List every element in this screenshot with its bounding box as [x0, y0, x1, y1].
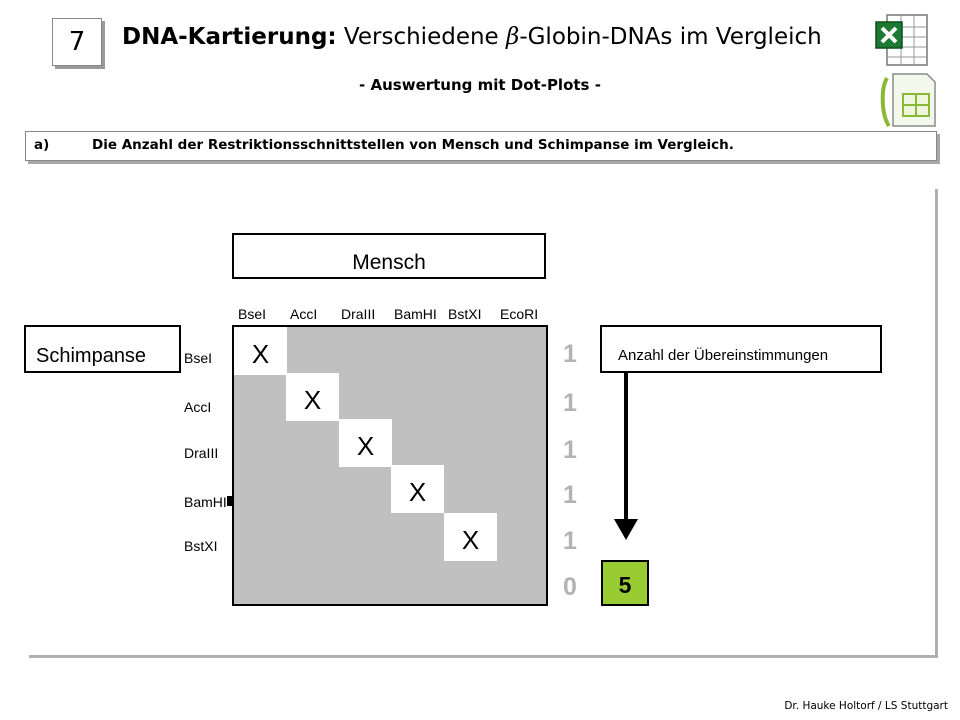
arrow-line	[624, 373, 628, 521]
footer-credit: Dr. Hauke Holtorf / LS Stuttgart	[784, 700, 948, 712]
excel-icon[interactable]	[873, 12, 933, 70]
row-count: 0	[563, 573, 577, 601]
row-label: BamHI	[184, 494, 227, 510]
match-count-label: Anzahl der Übereinstimmungen	[618, 347, 829, 364]
arrow-down-icon	[614, 519, 638, 540]
match-cell	[286, 373, 339, 421]
row-count: 1	[563, 527, 577, 555]
column-label: AccI	[290, 306, 318, 322]
page-title	[122, 24, 822, 50]
row-count: 1	[563, 340, 577, 368]
spreadsheet-icon[interactable]	[877, 68, 939, 130]
match-mark: X	[408, 477, 427, 507]
match-cell	[391, 465, 444, 513]
page-subtitle: - Auswertung mit Dot-Plots -	[359, 76, 601, 94]
match-cell	[339, 419, 392, 467]
row-header-box	[24, 325, 181, 373]
column-label: EcoRI	[500, 306, 539, 322]
match-cell	[444, 513, 497, 561]
title-symbol: β	[506, 24, 520, 50]
row-label: BseI	[184, 350, 213, 366]
slide-number: 7	[52, 18, 102, 66]
match-count-box	[600, 325, 882, 373]
match-mark: X	[356, 431, 375, 461]
title-bold: DNA-Kartierung:	[122, 24, 337, 50]
title-part2: -Globin-DNAs im Vergleich	[519, 24, 822, 50]
row-count: 1	[563, 389, 577, 417]
task-label: a)	[34, 137, 50, 153]
task-box	[25, 131, 937, 161]
column-header-box	[232, 233, 546, 279]
match-mark: X	[303, 385, 322, 415]
row-header-label: Schimpanse	[36, 345, 147, 367]
column-label: BseI	[238, 306, 267, 322]
row-count: 1	[563, 436, 577, 464]
row-label: AccI	[184, 399, 212, 415]
row-label: BstXI	[184, 538, 218, 554]
task-text: Die Anzahl der Restriktionsschnittstellen von Mensch und Schimpanse im Vergleich.	[92, 137, 734, 153]
column-label: BamHI	[394, 306, 437, 322]
match-cell	[234, 327, 287, 375]
row-label: DraIII	[184, 445, 219, 461]
column-label: BstXI	[448, 306, 482, 322]
column-header-label: Mensch	[352, 251, 426, 274]
match-mark: X	[251, 339, 270, 369]
total-box	[601, 560, 649, 606]
dot-plot-matrix	[232, 325, 548, 606]
total-value: 5	[618, 572, 632, 598]
column-label: DraIII	[341, 306, 376, 322]
row-count: 1	[563, 481, 577, 509]
match-mark: X	[461, 525, 480, 555]
title-part1: Verschiedene	[336, 24, 507, 50]
